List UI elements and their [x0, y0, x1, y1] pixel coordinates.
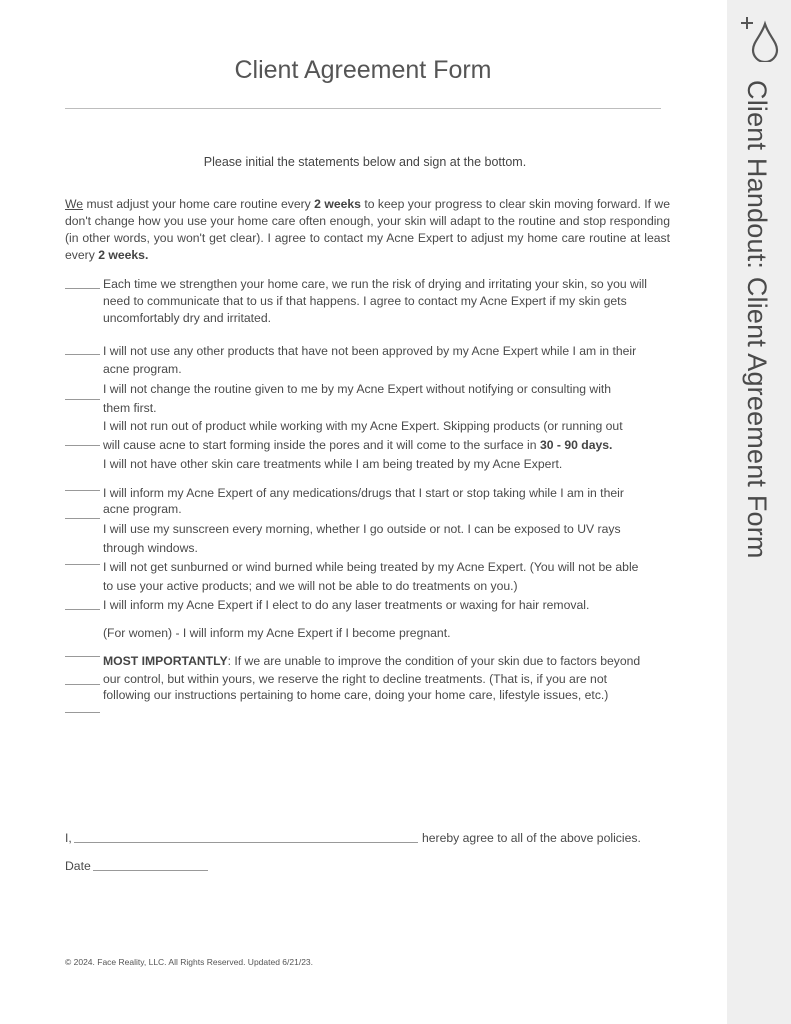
- intro-initial-blank[interactable]: We: [65, 197, 84, 211]
- statement-11-line-2: our control, but within yours, we reserve the right to decline treatments. (That is, if you are not: [103, 672, 607, 686]
- title-divider: [65, 108, 661, 109]
- statement-4-line-2: will cause acne to start forming inside the pores and it will come to the surface in 30 - 90 days.: [103, 438, 613, 452]
- sidebar: [727, 0, 791, 1024]
- signature-prefix: I,: [65, 831, 72, 845]
- statement-10: (For women) - I will inform my Acne Expert if I become pregnant.: [103, 626, 451, 640]
- copyright-footer: © 2024. Face Reality, LLC. All Rights Reserved. Updated 6/21/23.: [65, 957, 314, 967]
- initial-blank-2[interactable]: [65, 354, 100, 355]
- initial-blank-8[interactable]: [65, 609, 100, 610]
- intro-paragraph: We must adjust your home care routine every 2 weeks to keep your progress to clear skin moving forward. If we don't change how you use your home care often enough, your skin will adapt to the routine and stop responding (in other words, you won't get clear). I agree to contact my Acne Expert to adjust my home care routine at least every 2 weeks.: [65, 197, 670, 262]
- statement-8-line-1: I will not get sunburned or wind burned while being treated by my Acne Expert. (You will not be able: [103, 560, 639, 574]
- signature-agreement-text: hereby agree to all of the above policies.: [422, 831, 641, 845]
- initial-blank-1[interactable]: [65, 288, 100, 289]
- initial-blank-5[interactable]: [65, 490, 100, 491]
- statement-4-line-1: I will not run out of product while working with my Acne Expert. Skipping products (or running out: [103, 419, 623, 433]
- initial-blank-6[interactable]: [65, 518, 100, 519]
- initial-blank-4[interactable]: [65, 445, 100, 446]
- statement-3-line-1: I will not change the routine given to me by my Acne Expert without notifying or consulting with: [103, 382, 612, 396]
- face-reality-logo-icon: [739, 12, 779, 62]
- signature-name-field[interactable]: [74, 842, 418, 843]
- date-field[interactable]: [93, 870, 208, 871]
- statement-8-line-2: to use your active products; and we will not be able to do treatments on you.): [103, 579, 518, 593]
- statement-2-line-1: I will not use any other products that have not been approved by my Acne Expert while I am in their: [103, 344, 637, 358]
- statement-5: I will not have other skin care treatments while I am being treated by my Acne Expert.: [103, 457, 563, 471]
- statement-7-line-1: I will use my sunscreen every morning, whether I go outside or not. I can be exposed to UV rays: [103, 522, 621, 536]
- statement-11-line-1: MOST IMPORTANTLY: If we are unable to improve the condition of your skin due to factors beyond: [103, 654, 641, 668]
- date-label: Date: [65, 859, 91, 873]
- statement-7-line-2: through windows.: [103, 541, 198, 555]
- initial-blank-11[interactable]: [65, 712, 100, 713]
- statement-2-line-2: acne program.: [103, 362, 182, 376]
- initial-blank-10[interactable]: [65, 684, 100, 685]
- statement-3-line-2: them first.: [103, 401, 157, 415]
- statement-6-line-1: I will inform my Acne Expert of any medications/drugs that I start or stop taking while I am in their: [103, 486, 624, 500]
- initial-blank-7[interactable]: [65, 564, 100, 565]
- side-title: Client Handout: Client Agreement Form: [742, 80, 772, 559]
- initial-blank-3[interactable]: [65, 399, 100, 400]
- statement-1: Each time we strengthen your home care, we run the risk of drying and irritating your skin, so you will need to communicate that to us if that happens. I agree to contact my Acne Expert if my skin gets uncomfortably dry and irritated.: [103, 277, 647, 325]
- initial-blank-9[interactable]: [65, 656, 100, 657]
- statement-9: I will inform my Acne Expert if I elect to do any laser treatments or waxing for hair removal.: [103, 598, 590, 612]
- statement-6-line-2: acne program.: [103, 502, 182, 516]
- page-title: Client Agreement Form: [234, 56, 492, 84]
- statement-11-line-3: following our instructions pertaining to home care, doing your home care, lifestyle issues, etc.): [103, 688, 609, 702]
- instructions: Please initial the statements below and sign at the bottom.: [203, 155, 527, 169]
